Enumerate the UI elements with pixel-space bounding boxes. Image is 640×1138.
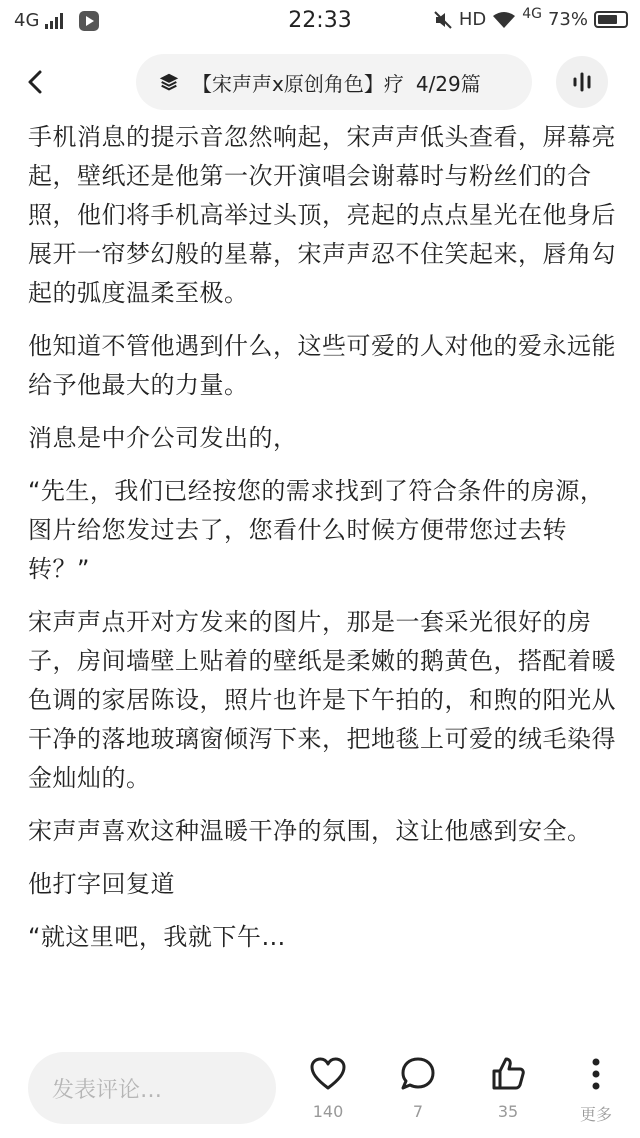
more-label: 更多 [579, 1105, 612, 1124]
article-body [28, 118, 616, 1042]
thumbs-up-icon [488, 1054, 528, 1094]
collection-title-pill[interactable] [136, 54, 532, 110]
comment-button[interactable] [388, 1054, 448, 1121]
mute-icon [433, 10, 453, 30]
status-right [433, 5, 628, 30]
comment-input[interactable] [28, 1052, 276, 1124]
hd-indicator: HD [458, 9, 487, 30]
page-indicator: 4/29篇 [415, 71, 481, 96]
bottom-action-bar [0, 1040, 640, 1138]
heart-icon [308, 1054, 348, 1094]
wifi-icon [492, 11, 516, 29]
reader-header [0, 50, 640, 114]
network-type: 4G [14, 10, 40, 31]
like-button[interactable] [298, 1054, 358, 1121]
battery-percent: 73% [547, 9, 588, 30]
back-icon[interactable] [20, 66, 52, 98]
article-paragraph: 手机消息的提示音忽然响起，宋声声低头查看，屏幕亮起，壁纸还是他第一次开演唱会谢幕时与粉丝们的合照，他们将手机高举过头顶，亮起的点点星光在他身后展开一帘梦幻般的星幕，宋声声忍不住笑起来，唇角勾起的弧度温柔至极。 [28, 123, 616, 307]
article-paragraph: 宋声声喜欢这种温暖干净的氛围，这让他感到安全。 [28, 817, 592, 845]
comment-count: 7 [412, 1102, 424, 1121]
audio-wave-icon [570, 70, 594, 94]
article-paragraph: 他知道不管他遇到什么，这些可爱的人对他的爱永远能给予他最大的力量。 [28, 332, 616, 399]
article-paragraph: “就这里吧，我就下午… [28, 923, 286, 951]
collection-title: 【宋声声x原创角色】疗 [192, 71, 404, 96]
more-button[interactable] [566, 1054, 626, 1125]
article-paragraph: 宋声声点开对方发来的图片，那是一套采光很好的房子，房间墙壁上贴着的壁纸是柔嫩的鹅黄色，搭配着暖色调的家居陈设，照片也许是下午拍的，和煦的阳光从干净的落地玻璃窗倾泻下来，把地毯上可爱的绒毛染得金灿灿的。 [28, 608, 616, 792]
comment-placeholder: 发表评论… [52, 1077, 163, 1103]
more-vertical-icon [576, 1054, 616, 1094]
battery-icon [594, 11, 628, 28]
status-time: 22:33 [288, 8, 352, 33]
article-paragraph: “先生，我们已经按您的需求找到了符合条件的房源，图片给您发过去了，您看什么时候方便带您过去转转？” [28, 477, 605, 583]
article-paragraph: 他打字回复道 [28, 870, 175, 898]
thumbs-up-button[interactable] [478, 1054, 538, 1121]
data-type: 4G [522, 5, 542, 22]
thumbs-up-count: 35 [497, 1102, 519, 1121]
audio-button[interactable] [556, 56, 608, 108]
status-bar [0, 0, 640, 44]
article-paragraph: 消息是中介公司发出的， [28, 424, 298, 452]
like-count: 140 [312, 1102, 344, 1121]
comment-bubble-icon [398, 1054, 438, 1094]
layers-icon [158, 71, 180, 93]
